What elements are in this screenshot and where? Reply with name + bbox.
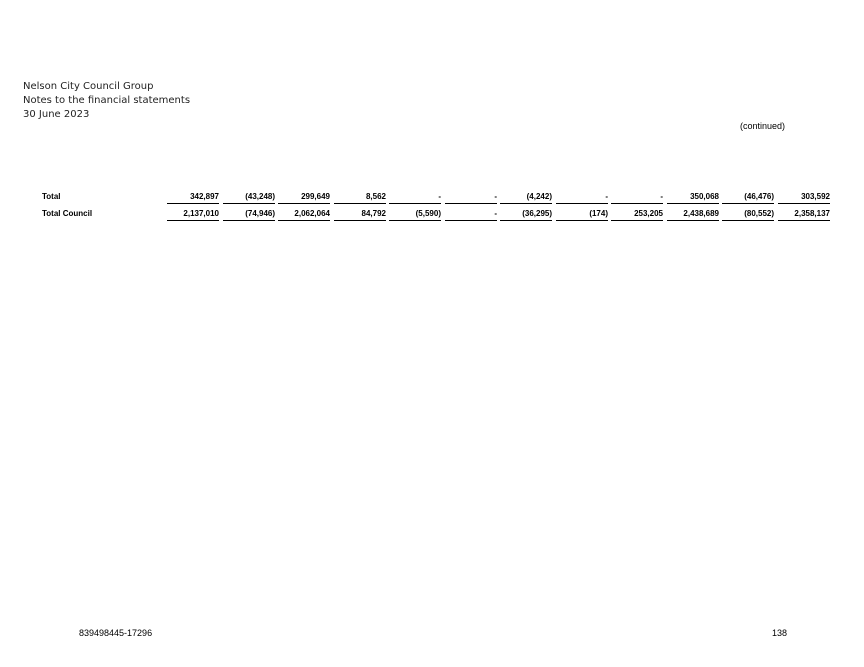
table-cell: (4,242)	[500, 192, 552, 204]
table-cell: 342,897	[167, 192, 219, 204]
table-cell: (174)	[556, 209, 608, 221]
table-cell: 2,438,689	[667, 209, 719, 221]
table-cell: -	[611, 192, 663, 204]
table-cell: (46,476)	[722, 192, 774, 204]
table-cell: 84,792	[334, 209, 386, 221]
row-label: Total Council	[42, 209, 93, 218]
document-subtitle: Notes to the financial statements	[23, 95, 191, 106]
table-cell: 2,062,064	[278, 209, 330, 221]
table-cell: 299,649	[278, 192, 330, 204]
table-cell: 2,137,010	[167, 209, 219, 221]
continued-label: (continued)	[740, 121, 786, 131]
table-row	[40, 191, 835, 208]
organisation-name: Nelson City Council Group	[23, 81, 154, 92]
row-label: Total	[42, 192, 61, 201]
financial-table	[40, 191, 835, 225]
table-cell: 253,205	[611, 209, 663, 221]
table-cell: -	[445, 192, 497, 204]
table-cell: (36,295)	[500, 209, 552, 221]
table-cell: (5,590)	[389, 209, 441, 221]
table-cell: -	[556, 192, 608, 204]
document-id: 839498445-17296	[79, 628, 153, 638]
table-cell: (74,946)	[223, 209, 275, 221]
page-number: 138	[772, 628, 788, 638]
table-cell: -	[389, 192, 441, 204]
report-date: 30 June 2023	[23, 109, 90, 120]
table-cell: (43,248)	[223, 192, 275, 204]
table-cell: (80,552)	[722, 209, 774, 221]
table-cell: 303,592	[778, 192, 830, 204]
document-header	[23, 80, 190, 122]
table-cell: 8,562	[334, 192, 386, 204]
table-row	[40, 208, 835, 225]
table-cell: 350,068	[667, 192, 719, 204]
table-cell: -	[445, 209, 497, 221]
table-cell: 2,358,137	[778, 209, 830, 221]
